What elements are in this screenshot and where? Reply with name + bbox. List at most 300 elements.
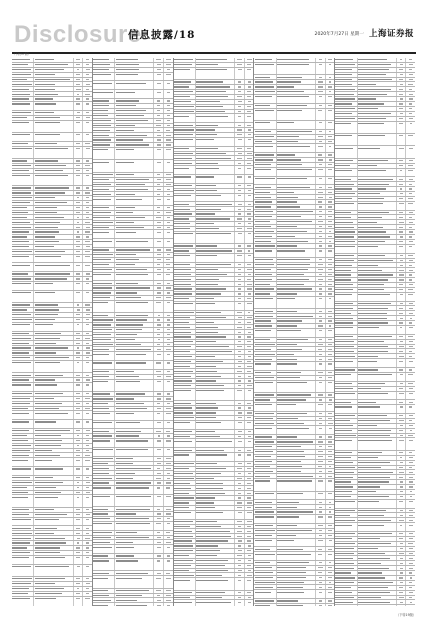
table-cell bbox=[254, 292, 276, 296]
table-cell bbox=[406, 63, 415, 67]
table-cell bbox=[34, 597, 73, 606]
table-cell bbox=[335, 254, 357, 258]
table-cell bbox=[164, 206, 173, 210]
table-cell bbox=[196, 227, 235, 231]
table-row bbox=[254, 362, 334, 371]
table-cell bbox=[196, 138, 235, 146]
table-cell bbox=[397, 202, 407, 210]
table-cell bbox=[83, 102, 92, 110]
table-cell bbox=[406, 354, 415, 358]
table-cell bbox=[245, 161, 254, 165]
table-cell bbox=[74, 336, 84, 340]
table-cell bbox=[397, 335, 407, 339]
table-cell bbox=[196, 100, 235, 104]
table-cell bbox=[316, 319, 326, 323]
table-cell bbox=[358, 537, 397, 541]
table-cell bbox=[277, 130, 316, 134]
table-cell bbox=[254, 80, 276, 84]
table-row bbox=[93, 301, 173, 313]
table-cell bbox=[277, 534, 316, 538]
table-cell bbox=[326, 343, 335, 347]
table-cell bbox=[335, 490, 357, 494]
table-cell bbox=[245, 544, 254, 548]
table-cell bbox=[406, 513, 415, 517]
table-cell bbox=[277, 576, 316, 580]
table-cell bbox=[174, 232, 196, 243]
table-cell bbox=[316, 249, 326, 257]
table-cell bbox=[83, 592, 92, 596]
table-cell bbox=[397, 495, 407, 499]
table-cell bbox=[254, 324, 276, 328]
table-cell bbox=[93, 273, 115, 281]
table-cell bbox=[335, 605, 357, 606]
table-cell bbox=[245, 254, 254, 262]
table-cell bbox=[34, 587, 73, 591]
table-cell bbox=[154, 68, 164, 72]
table-cell bbox=[235, 68, 245, 79]
table-cell bbox=[196, 401, 235, 405]
table-cell bbox=[245, 453, 254, 461]
table-row bbox=[12, 174, 92, 186]
table-cell bbox=[83, 453, 92, 457]
table-cell bbox=[277, 445, 316, 449]
table-cell bbox=[93, 343, 115, 347]
table-cell bbox=[34, 577, 73, 581]
table-cell bbox=[358, 600, 397, 604]
table-cell bbox=[277, 239, 316, 243]
table-cell bbox=[196, 496, 235, 500]
table-cell bbox=[316, 421, 326, 425]
table-row bbox=[93, 448, 173, 457]
table-row bbox=[93, 90, 173, 99]
table-cell bbox=[235, 430, 245, 434]
table-cell bbox=[245, 212, 254, 216]
table-cell bbox=[154, 183, 164, 187]
table-cell bbox=[34, 164, 73, 168]
table-cell bbox=[93, 333, 115, 337]
table-cell bbox=[154, 221, 164, 225]
table-cell bbox=[154, 343, 164, 347]
table-cell bbox=[235, 263, 245, 267]
table-column bbox=[254, 58, 335, 606]
table-cell bbox=[174, 549, 196, 553]
table-cell bbox=[12, 82, 34, 86]
table-cell bbox=[164, 462, 173, 466]
table-cell bbox=[335, 359, 357, 367]
table-cell bbox=[245, 345, 254, 349]
table-cell bbox=[196, 244, 235, 248]
table-cell bbox=[277, 398, 316, 402]
table-cell bbox=[154, 545, 164, 553]
table-cell bbox=[12, 313, 34, 317]
table-row bbox=[93, 239, 173, 248]
table-cell bbox=[196, 374, 235, 378]
table-cell bbox=[406, 326, 415, 334]
table-cell bbox=[358, 475, 397, 479]
table-cell bbox=[115, 206, 154, 210]
table-cell bbox=[326, 376, 335, 380]
table-cell bbox=[12, 536, 34, 540]
table-cell bbox=[34, 250, 73, 254]
table-cell bbox=[245, 268, 254, 272]
table-cell bbox=[12, 142, 34, 146]
table-cell bbox=[335, 349, 357, 353]
table-cell bbox=[358, 220, 397, 224]
table-cell bbox=[397, 382, 407, 386]
table-cell bbox=[277, 362, 316, 370]
table-cell bbox=[164, 138, 173, 142]
table-cell bbox=[174, 263, 196, 267]
table-cell bbox=[115, 370, 154, 374]
table-cell bbox=[34, 351, 73, 355]
table-cell bbox=[154, 133, 164, 137]
table-cell bbox=[277, 505, 316, 509]
table-cell bbox=[115, 124, 154, 128]
newspaper-logo: 上海证券报 bbox=[368, 29, 414, 39]
table-cell bbox=[196, 539, 235, 543]
table-cell bbox=[335, 537, 357, 541]
table-cell bbox=[83, 402, 92, 406]
table-cell bbox=[154, 402, 164, 406]
table-cell bbox=[34, 541, 73, 545]
table-cell bbox=[164, 291, 173, 295]
table-cell bbox=[74, 491, 84, 495]
table-cell bbox=[397, 283, 407, 287]
table-cell bbox=[164, 109, 173, 113]
table-cell bbox=[397, 302, 407, 306]
table-cell bbox=[406, 211, 415, 215]
table-cell bbox=[316, 547, 326, 551]
table-cell bbox=[245, 222, 254, 226]
table-cell bbox=[154, 594, 164, 598]
table-row bbox=[12, 411, 92, 420]
table-cell bbox=[245, 472, 254, 476]
table-cell bbox=[93, 545, 115, 553]
table-cell bbox=[245, 175, 254, 183]
table-cell bbox=[74, 346, 84, 350]
table-cell bbox=[235, 311, 245, 315]
table-cell bbox=[174, 421, 196, 429]
table-cell bbox=[235, 448, 245, 452]
table-cell bbox=[326, 63, 335, 74]
table-cell bbox=[154, 476, 164, 480]
table-cell bbox=[316, 398, 326, 402]
table-cell bbox=[254, 576, 276, 580]
table-cell bbox=[164, 402, 173, 406]
table-cell bbox=[406, 311, 415, 315]
table-cell bbox=[174, 207, 196, 211]
table-cell bbox=[74, 169, 84, 173]
table-cell bbox=[12, 444, 34, 448]
table-cell bbox=[12, 87, 34, 91]
table-cell bbox=[115, 338, 154, 342]
table-cell bbox=[74, 87, 84, 91]
table-cell bbox=[74, 356, 84, 360]
table-cell bbox=[397, 159, 407, 163]
table-cell bbox=[12, 277, 34, 281]
table-cell bbox=[154, 104, 164, 108]
table-cell bbox=[326, 510, 335, 514]
table-cell bbox=[164, 380, 173, 391]
table-cell bbox=[115, 412, 154, 420]
table-cell bbox=[406, 581, 415, 585]
table-cell bbox=[83, 531, 92, 535]
table-cell bbox=[245, 435, 254, 439]
table-cell bbox=[115, 273, 154, 281]
table-cell bbox=[397, 134, 407, 145]
table-cell bbox=[316, 576, 326, 580]
table-cell bbox=[358, 591, 397, 595]
table-cell bbox=[277, 338, 316, 342]
table-cell bbox=[12, 318, 34, 322]
table-cell bbox=[335, 438, 357, 449]
table-cell bbox=[406, 68, 415, 72]
table-cell bbox=[235, 282, 245, 286]
table-cell bbox=[83, 411, 92, 419]
table-cell bbox=[406, 112, 415, 116]
table-cell bbox=[245, 411, 254, 415]
table-cell bbox=[254, 510, 276, 514]
table-cell bbox=[245, 549, 254, 553]
table-cell bbox=[406, 134, 415, 145]
table-cell bbox=[397, 419, 407, 423]
table-cell bbox=[115, 90, 154, 98]
table-cell bbox=[164, 352, 173, 360]
table-cell bbox=[235, 217, 245, 221]
table-cell bbox=[34, 407, 73, 411]
table-cell bbox=[12, 356, 34, 360]
table-cell bbox=[164, 68, 173, 72]
table-cell bbox=[358, 268, 397, 272]
table-cell bbox=[196, 175, 235, 183]
table-cell bbox=[164, 476, 173, 480]
table-cell bbox=[93, 114, 115, 118]
table-row bbox=[254, 479, 334, 491]
table-cell bbox=[83, 518, 92, 526]
table-cell bbox=[406, 495, 415, 499]
table-cell bbox=[326, 474, 335, 478]
table-cell bbox=[154, 466, 164, 470]
table-cell bbox=[174, 63, 196, 67]
table-cell bbox=[93, 328, 115, 332]
table-cell bbox=[115, 281, 154, 285]
table-cell bbox=[326, 552, 335, 560]
table-cell bbox=[164, 248, 173, 252]
table-cell bbox=[154, 81, 164, 89]
table-cell bbox=[164, 439, 173, 447]
table-cell bbox=[235, 544, 245, 548]
table-row bbox=[93, 230, 173, 239]
table-cell bbox=[245, 416, 254, 420]
table-cell bbox=[254, 200, 276, 204]
table-cell bbox=[316, 357, 326, 361]
table-cell bbox=[277, 158, 316, 162]
table-cell bbox=[406, 596, 415, 600]
table-cell bbox=[235, 549, 245, 553]
table-cell bbox=[174, 194, 196, 202]
table-cell bbox=[115, 58, 154, 62]
table-cell bbox=[74, 147, 84, 158]
table-cell bbox=[397, 278, 407, 282]
table-cell bbox=[397, 293, 407, 301]
table-cell bbox=[335, 518, 357, 522]
table-cell bbox=[358, 293, 397, 301]
table-cell bbox=[154, 90, 164, 98]
table-cell bbox=[358, 122, 397, 133]
table-cell bbox=[245, 421, 254, 429]
table-cell bbox=[74, 97, 84, 101]
table-cell bbox=[335, 561, 357, 565]
table-cell bbox=[335, 134, 357, 145]
table-cell bbox=[235, 95, 245, 99]
table-row bbox=[335, 245, 415, 254]
table-cell bbox=[83, 397, 92, 401]
table-cell bbox=[115, 104, 154, 108]
table-cell bbox=[154, 397, 164, 401]
table-cell bbox=[196, 600, 235, 606]
table-cell bbox=[316, 412, 326, 416]
table-cell bbox=[164, 81, 173, 89]
table-cell bbox=[154, 248, 164, 252]
table-cell bbox=[235, 573, 245, 577]
table-cell bbox=[115, 143, 154, 147]
table-cell bbox=[74, 526, 84, 530]
table-cell bbox=[316, 469, 326, 473]
table-cell bbox=[174, 486, 196, 490]
table-cell bbox=[316, 282, 326, 286]
table-cell bbox=[235, 316, 245, 320]
table-cell bbox=[196, 263, 235, 267]
table-cell bbox=[34, 272, 73, 276]
table-cell bbox=[196, 350, 235, 354]
table-cell bbox=[326, 163, 335, 167]
table-cell bbox=[115, 133, 154, 137]
table-cell bbox=[235, 411, 245, 415]
table-cell bbox=[397, 490, 407, 494]
table-cell bbox=[174, 554, 196, 558]
table-cell bbox=[254, 505, 276, 509]
table-cell bbox=[196, 287, 235, 291]
table-cell bbox=[115, 462, 154, 466]
table-cell bbox=[335, 345, 357, 349]
table-cell bbox=[115, 545, 154, 553]
table-cell bbox=[164, 594, 173, 598]
table-cell bbox=[154, 536, 164, 540]
table-cell bbox=[235, 194, 245, 202]
table-cell bbox=[174, 559, 196, 563]
table-cell bbox=[174, 600, 196, 606]
table-cell bbox=[174, 292, 196, 296]
table-cell bbox=[277, 104, 316, 108]
table-cell bbox=[406, 306, 415, 310]
table-cell bbox=[326, 371, 335, 375]
table-cell bbox=[335, 576, 357, 580]
table-cell bbox=[164, 407, 173, 411]
table-cell bbox=[335, 581, 357, 585]
table-cell bbox=[358, 419, 397, 423]
table-cell bbox=[326, 130, 335, 134]
table-cell bbox=[83, 308, 92, 312]
table-cell bbox=[74, 206, 84, 210]
table-cell bbox=[316, 329, 326, 337]
table-cell bbox=[93, 206, 115, 210]
table-cell bbox=[115, 522, 154, 530]
table-cell bbox=[154, 559, 164, 570]
table-cell bbox=[174, 435, 196, 439]
table-cell bbox=[154, 178, 164, 182]
table-cell bbox=[326, 95, 335, 103]
table-row bbox=[93, 545, 173, 554]
table-cell bbox=[277, 190, 316, 194]
table-cell bbox=[406, 73, 415, 77]
table-cell bbox=[277, 200, 316, 204]
table-cell bbox=[406, 400, 415, 404]
table-cell bbox=[74, 196, 84, 200]
table-cell bbox=[358, 571, 397, 575]
table-cell bbox=[154, 143, 164, 147]
table-cell bbox=[196, 63, 235, 67]
table-cell bbox=[277, 90, 316, 94]
table-row bbox=[335, 405, 415, 414]
table-cell bbox=[74, 383, 84, 391]
table-cell bbox=[277, 220, 316, 224]
table-cell bbox=[34, 531, 73, 535]
table-cell bbox=[196, 416, 235, 420]
table-cell bbox=[164, 192, 173, 196]
table-cell bbox=[316, 381, 326, 392]
table-cell bbox=[397, 63, 407, 67]
table-cell bbox=[235, 202, 245, 206]
table-cell bbox=[406, 509, 415, 513]
table-cell bbox=[12, 491, 34, 495]
table-cell bbox=[235, 325, 245, 329]
table-cell bbox=[254, 450, 276, 454]
table-cell bbox=[93, 594, 115, 598]
table-cell bbox=[245, 559, 254, 563]
table-cell bbox=[254, 566, 276, 570]
table-cell bbox=[115, 380, 154, 391]
table-cell bbox=[316, 121, 326, 129]
table-cell bbox=[277, 185, 316, 189]
table-cell bbox=[12, 373, 34, 377]
table-cell bbox=[115, 301, 154, 312]
table-cell bbox=[196, 345, 235, 349]
table-cell bbox=[74, 225, 84, 229]
table-cell bbox=[12, 378, 34, 382]
table-cell bbox=[245, 477, 254, 481]
table-row bbox=[174, 232, 254, 244]
table-cell bbox=[93, 429, 115, 433]
table-cell bbox=[335, 470, 357, 474]
table-cell bbox=[34, 592, 73, 596]
table-cell bbox=[358, 192, 397, 196]
table-cell bbox=[254, 168, 276, 176]
table-cell bbox=[196, 166, 235, 174]
table-cell bbox=[196, 520, 235, 524]
table-cell bbox=[254, 455, 276, 459]
table-cell bbox=[235, 207, 245, 211]
table-cell bbox=[115, 603, 154, 606]
table-cell bbox=[12, 111, 34, 115]
table-cell bbox=[397, 456, 407, 460]
table-cell bbox=[397, 122, 407, 133]
table-cell bbox=[316, 140, 326, 144]
table-cell bbox=[83, 582, 92, 586]
table-cell bbox=[254, 210, 276, 214]
table-cell bbox=[397, 82, 407, 86]
table-cell bbox=[12, 531, 34, 535]
table-cell bbox=[196, 90, 235, 94]
